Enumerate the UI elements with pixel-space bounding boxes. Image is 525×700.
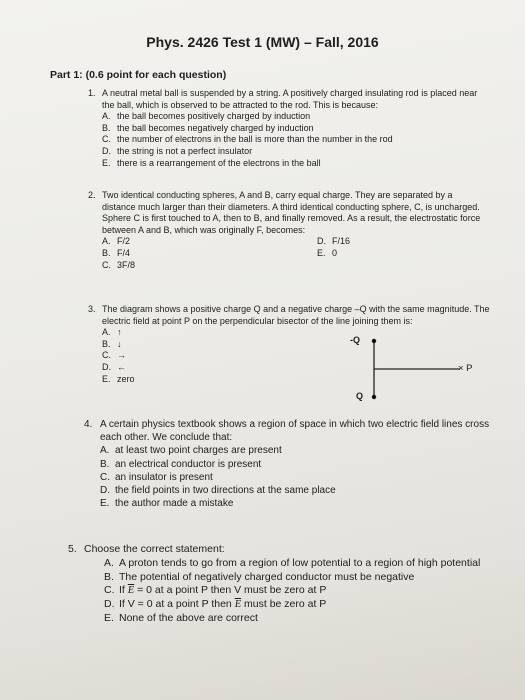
electric-field-vector-symbol: $\overline{E}$ — [127, 585, 135, 597]
question-text: A certain physics textbook shows a region of space in which two electric field lines cross each other. We conclude that: — [100, 419, 490, 444]
electric-field-vector-symbol: $\overline{E}$ — [234, 599, 242, 611]
question-number: 5. — [68, 543, 77, 555]
question-5 — [68, 543, 498, 626]
negative-charge-label: -Q — [350, 335, 360, 345]
option-a: A. the ball becomes positively charged by induction — [102, 111, 311, 122]
option-d: D. the string is not a perfect insulator — [102, 145, 253, 156]
positive-charge-label: Q — [356, 391, 364, 401]
question-text: The diagram shows a positive charge Q and a negative charge –Q with the same magnitude. The electric field at point P on the perpendicular bisector of the line joining them is: — [102, 304, 490, 326]
option-c: C. 3F/8 — [102, 259, 136, 270]
question-4 — [84, 418, 494, 510]
option-a: A. ↑ — [102, 327, 122, 338]
option-c: C. → — [102, 350, 126, 361]
option-a: A. A proton tends to go from a region of low potential to a region of high potential — [104, 556, 481, 569]
question-number: 2. — [88, 190, 96, 200]
option-c: C. the number of electrons in the ball is more than the number in the rod — [102, 134, 393, 145]
part-heading: Part 1: (0.6 point for each question) — [50, 69, 227, 81]
option-d: D. the field points in two directions at the same place — [100, 485, 336, 497]
question-text: Two identical conducting spheres, A and B, carry equal charge. They are separated by a distance much larger than their diameters. A third identical conducting sphere, C, is uncharged. Sphere C is first touched to A, then to B, and finally removed. As a result, the electrostatic force between A and B, which was originally F, becomes: — [102, 190, 481, 235]
exam-title: Phys. 2426 Test 1 (MW) – Fall, 2016 — [146, 34, 379, 50]
option-d: D. ← — [102, 361, 126, 372]
question-number: 4. — [84, 419, 93, 430]
option-d: D. F/16 — [317, 236, 351, 247]
question-number: 1. — [88, 88, 96, 98]
option-b: B. the ball becomes negatively charged by induction — [102, 122, 314, 133]
option-d: D. If V = 0 at a point P then $\overline{E}$ must be zero at P — [104, 598, 327, 611]
charge-diagram — [350, 335, 490, 405]
option-e: E. 0 — [317, 247, 338, 258]
option-e: E. zero — [102, 373, 135, 384]
option-a: A. at least two point charges are present — [100, 445, 282, 457]
option-b: B. an electrical conductor is present — [100, 458, 262, 470]
option-e: E. the author made a mistake — [100, 498, 234, 510]
option-b: B. The potential of negatively charged conductor must be negative — [104, 570, 415, 583]
option-c: C. If $\overline{E} = 0$ at a point P then V must be zero at P — [104, 584, 327, 597]
question-2 — [88, 190, 483, 271]
option-b: B. F/4 — [102, 247, 131, 258]
positive-charge-dot — [372, 395, 376, 399]
negative-charge-dot — [372, 339, 376, 343]
point-p-label: × P — [458, 363, 473, 374]
option-b: B. ↓ — [102, 338, 122, 349]
option-a: A. F/2 — [102, 236, 131, 247]
option-e: E. None of the above are correct — [104, 611, 258, 624]
question-text: Choose the correct statement: — [84, 543, 225, 555]
question-number: 3. — [88, 304, 96, 314]
question-1 — [88, 88, 478, 169]
option-e: E. there is a rearrangement of the electrons in the ball — [102, 157, 321, 168]
question-text: A neutral metal ball is suspended by a string. A positively charged insulating rod is placed near the ball, which is observed to be attracted to the rod. This is because: — [102, 88, 478, 110]
option-c: C. an insulator is present — [100, 471, 213, 483]
